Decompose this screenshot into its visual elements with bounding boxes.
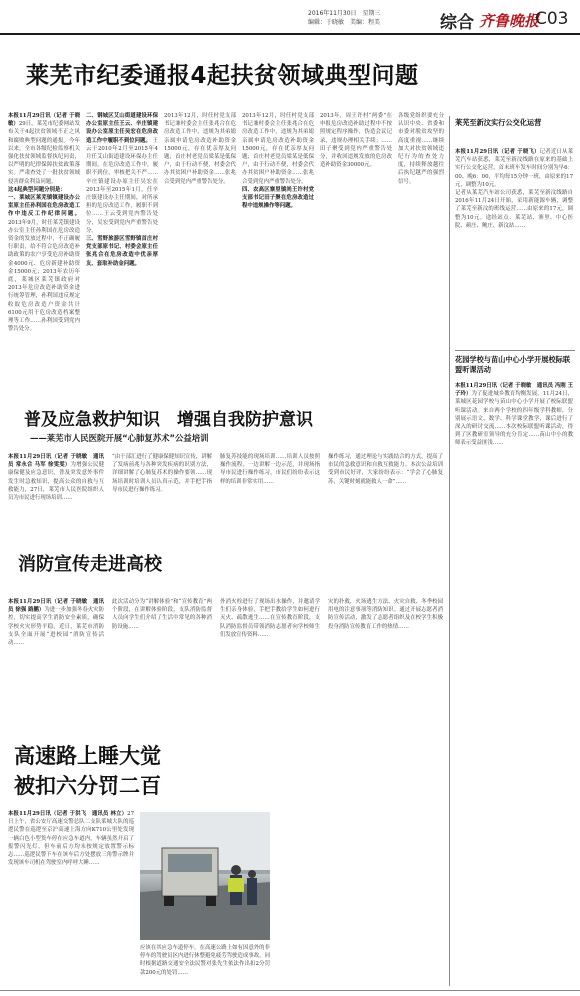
article4-body bbox=[8, 810, 134, 988]
lead-column-5 bbox=[320, 112, 392, 412]
article2-column-2 bbox=[112, 453, 212, 541]
lead-column-1 bbox=[8, 112, 80, 412]
header-rule bbox=[0, 33, 580, 35]
paper-logo: 齐鲁晚报 bbox=[479, 12, 540, 30]
lead-cont4: 2013年，周王许村“两委”在申报危房改造补助过程中不按照规定程序操作，伪造会议记录，违规办理相关手续；……田子聚受到党内严重警告处分，并收回违规发放的危房改造补助资金30000元。 bbox=[320, 113, 392, 169]
article2-col3: 肺复苏技能的现场培训……培训人员按照操作流程，一边讲解一边示范，并现场指导市民进行操作练习，市民们纷纷表示这样的培训非常实用…… bbox=[220, 454, 320, 485]
lead-sub3: 二、钢城区艾山街道建设环保办公室原主任王云、辛庄镇建设办公室原主任吴宏在危房改造工作中履职不到位问题。 bbox=[86, 113, 158, 144]
article2-column-1 bbox=[8, 453, 104, 541]
article3-byline: 本报11月29日讯（记者 于晓敏 通讯员 徐强 路鹏） bbox=[8, 599, 104, 614]
news-photo bbox=[140, 812, 270, 940]
article3-column-4 bbox=[328, 598, 443, 690]
article2-col2: “由于部汇进行了健康保健知识宣传，讲解了发病前兆与各种突发疾病的识别方法，详细讲解了心肺复苏术的操作要领……现场培训时培训人员认真示范，并手把手指导市民进行操作练习。 bbox=[112, 454, 212, 493]
article3-column-3 bbox=[220, 598, 320, 690]
lead-intro: 29日，莱芜市纪委网站发布关于4起扶贫领域不正之风和腐败典型问题的通报。今年以来，全市各级纪检监察机关强化扶贫领域监督执纪问责，以严明的纪律保障扶贫政策落实。严肃查处了一批扶贫领域侵害群众利益问题。 bbox=[8, 121, 80, 185]
article3-headline: 消防宣传走进高校 bbox=[18, 554, 162, 575]
article2-byline: 本报11月29日讯（记者 于晓敏 通讯员 常永合 马军 徐雯雯） bbox=[8, 454, 104, 469]
lead-headline: 莱芜市纪委通报4起扶贫领域典型问题 bbox=[26, 63, 419, 89]
article4-text: 27日上午，省公安厅高速交警总队二支队莱城大队的巡逻民警在巡逻至京沪高速上海方向K710公里处发现一辆白色小型货车停在应急车道内，车辆虽然开启了报警闪光灯，但车前后方均未按规定放置警示标志……巡逻民警下车在该车后方处摆放三角警示牌并发现该车司机在驾驶室内呼呼大睡…… bbox=[8, 811, 134, 867]
lead-sub4: 三、雪野旅游区雪野镇首庄村党支部原书记、村委会原主任张兆合在危房改造中优亲厚友、套取补助金问题。 bbox=[86, 236, 158, 267]
lead-sub2: 一、莱城区莱芜镇镇建设办公室原主任孙利国在危房改造工作中违反工作纪律问题。 bbox=[8, 195, 80, 218]
sidebar-divider bbox=[449, 116, 450, 986]
article3-column-2 bbox=[112, 598, 212, 690]
article4-byline: 本报11月29日讯（记者 于洪飞 通讯员 林立） bbox=[8, 811, 128, 817]
side2-title: 花园学校与苗山中心小学开展校际联盟听课活动 bbox=[455, 355, 571, 374]
side2-text: 为了促进城乡教育均衡发展，11月24日，莱城区花园学校与苗山中心小学开展了校际联盟听课活动。来自两个学校的四年级学科教师，分别展示语文、数学、科学课堂教学，课后进行了深入的研讨交流……本次校际联盟听课活动，得到了区教研室领导的充分肯定……苗山中小的教师表示受益匪浅…… bbox=[455, 391, 573, 447]
article2-col4: 操作练习，通过理论与实践结合的方式，提高了市民的急救意识和自救互救能力。本次公益培训受到市民好评，大家纷纷表示：“学会了心肺复苏，关键时刻就能救人一命”…… bbox=[328, 454, 443, 485]
lead-sub5: 四、农高区寨里镇尚王许村党支部书记田子聚在危房改造过程中违规操作等问题。 bbox=[242, 186, 314, 210]
side1-byline: 本报11月29日讯（记者 于晓飞） bbox=[455, 149, 540, 155]
photo-scene bbox=[140, 812, 270, 940]
lead-column-2 bbox=[86, 112, 158, 412]
lead-byline: 本报11月29日讯（记者 于晓敏） bbox=[8, 113, 80, 128]
sidebar-separator bbox=[455, 350, 575, 351]
side1-text: 记者近日从莱芜汽车站获悉，莱芜至新汶线路在原来的基础上实行公交化运营，首末班车发车时间分别为早6：00、晚6：00，平均每15分钟一班，由原来的17元，调整为10元。 bbox=[455, 149, 573, 188]
side1-text2: 记者从莱芜汽车站公司获悉，莱芜至新汶线路自2016年11月24日开始，采用新能源车辆，调整了莱芜至新汶的班线运营……由原来的17元，调整为10元。途经站点：莱芜站、寨里、中心医院、颜庄、鲍庄、新汶站…… bbox=[455, 190, 573, 229]
article2-subhead: ——莱芜市人民医院开展“心肺复苏术”公益培训 bbox=[30, 433, 209, 443]
issue-date: 2016年11月30日 星期三 bbox=[308, 10, 381, 17]
photo-caption: 应该在其应急车道停车，在高速公路上如有因意外的非停车的驾驶员区内进行休整避免疲劳驾驶造成事故，同时根据道路交通安全法民警对张先生依法作出扣2分罚款200元的处罚…… bbox=[140, 945, 270, 976]
side1-title: 莱芜至新汶实行公交化运营 bbox=[455, 118, 542, 127]
side2-byline: 本报11月29日讯（记者 于晓敏 通讯员 冯刚 王子玲） bbox=[455, 383, 573, 398]
article3-col2: 此次活动分为“讲解体验”和“宣传教育”两个阶段，在讲解体验阶段，支队消防监督人员向学生们介绍了生活中常见的各种消防设施…… bbox=[112, 599, 212, 630]
article3-col1: 为进一步加强冬春火灾防控，切实提高学生消防安全素质，确保学校火灾形势平稳，近日，莱芜市消防支队全面开展“进校园”消防宣传活动…… bbox=[8, 607, 104, 647]
side1-body bbox=[455, 148, 573, 348]
lead-column-3 bbox=[164, 112, 236, 412]
lead-cont5: 各级党组织要充分认识中央、省委和市委对脱贫攻坚的高度重视……继续加大对扶贫领域违纪行为的查处力度，持续释放越往后执纪越严的强烈信号。 bbox=[398, 113, 444, 185]
lead-column-6 bbox=[398, 112, 444, 412]
lead-cont3b: 2013年12月，时任村党支部书记兼村委会主任张兆合在危房改造工作中，违规为其弟媳亲属申请危房改造补助资金15000元，存在优亲厚友问题；首庄村老党员梁某是低保户，由于行动不便，村委会代办其贫困户补助资金……张兆合受到党内严重警告处分。 bbox=[242, 113, 314, 185]
article3-column-1 bbox=[8, 598, 104, 690]
article2-headline: 普及应急救护知识 增强自我防护意识 bbox=[24, 410, 313, 430]
lead-sub1: 这4起典型问题分别是： bbox=[8, 186, 66, 193]
section-name: 综合 bbox=[440, 13, 474, 33]
lead-cont2: 王云于2010年2月至2015年4月任艾山街道建设环保办主任期间，在危房改造工作中，履职不到位，审核把关不严……辛庄镇建设办原主任吴宏在2013年至2015年1月，任辛庄镇建设办主任期间，对所承担的危房改造工作，履职不到位……王云受到党内警告处分，吴宏受到党内严重警告处分。 bbox=[86, 137, 158, 234]
bottom-rule bbox=[0, 990, 580, 991]
page-editor: 编辑：于晓敏 美编：程美 bbox=[308, 19, 381, 26]
article2-col1: 为增强公民健康保健及应急意识，普及突发意外事件发生时急救知识，提高公众的自救与互救能力，27日，莱芜市人民医院组织人员为市民进行现场培训…… bbox=[8, 462, 104, 502]
lead-cont1: 2013年9月，时任莱芜镇建设办公室主任孙利国在危房改造资金的发放过程中，不正确履行职责，给不符合危房改造补助政策的农户享受危房补助资金4000元、危房新建补助资金15000元；2013年农历年底，莱城区莱芜镇政府对2013年危房改造补助资金进行统筹管理，孙利国违反规定收取危房改造户资金共计6100元用于危房改造档案整理等工作……孙利国受到党内警告处分。 bbox=[8, 219, 80, 333]
lead-cont3: 2013年12月，时任村党支部书记兼村委会主任张兆合在危房改造工作中，违规为其弟媳亲属申请危房改造补助资金15000元，存在优亲厚友问题；首庄村老党员梁某是低保户，由于行动不便，村委会代办其贫困户补助资金……张兆合受到党内严重警告处分。 bbox=[164, 113, 236, 185]
article2-column-4 bbox=[328, 453, 443, 541]
lead-column-4 bbox=[242, 112, 314, 412]
page-number: C03 bbox=[535, 9, 569, 29]
article2-column-3 bbox=[220, 453, 320, 541]
article3-col3: 外消火栓进行了现场出水操作，并邀请学生们亲身体验，手把手教给学生如何进行灭火、疏散逃生……在宣传教育阶段，支队消防监督员带领消防志愿者向学校师生们发放宣传资料…… bbox=[220, 599, 320, 638]
article4-headline-line1: 高速路上睡大觉 bbox=[14, 744, 161, 768]
article3-col4: 灾的扑救，火场逃生方法、火灾自救、冬季校园用电的注意事项等消防知识。通过开展志愿者消防宣传活动，激发了志愿者组织及在校学生积极投身消防宣传教育工作的热情…… bbox=[328, 599, 443, 630]
side2-body bbox=[455, 382, 573, 817]
article4-headline-line2: 被扣六分罚二百 bbox=[14, 774, 161, 798]
